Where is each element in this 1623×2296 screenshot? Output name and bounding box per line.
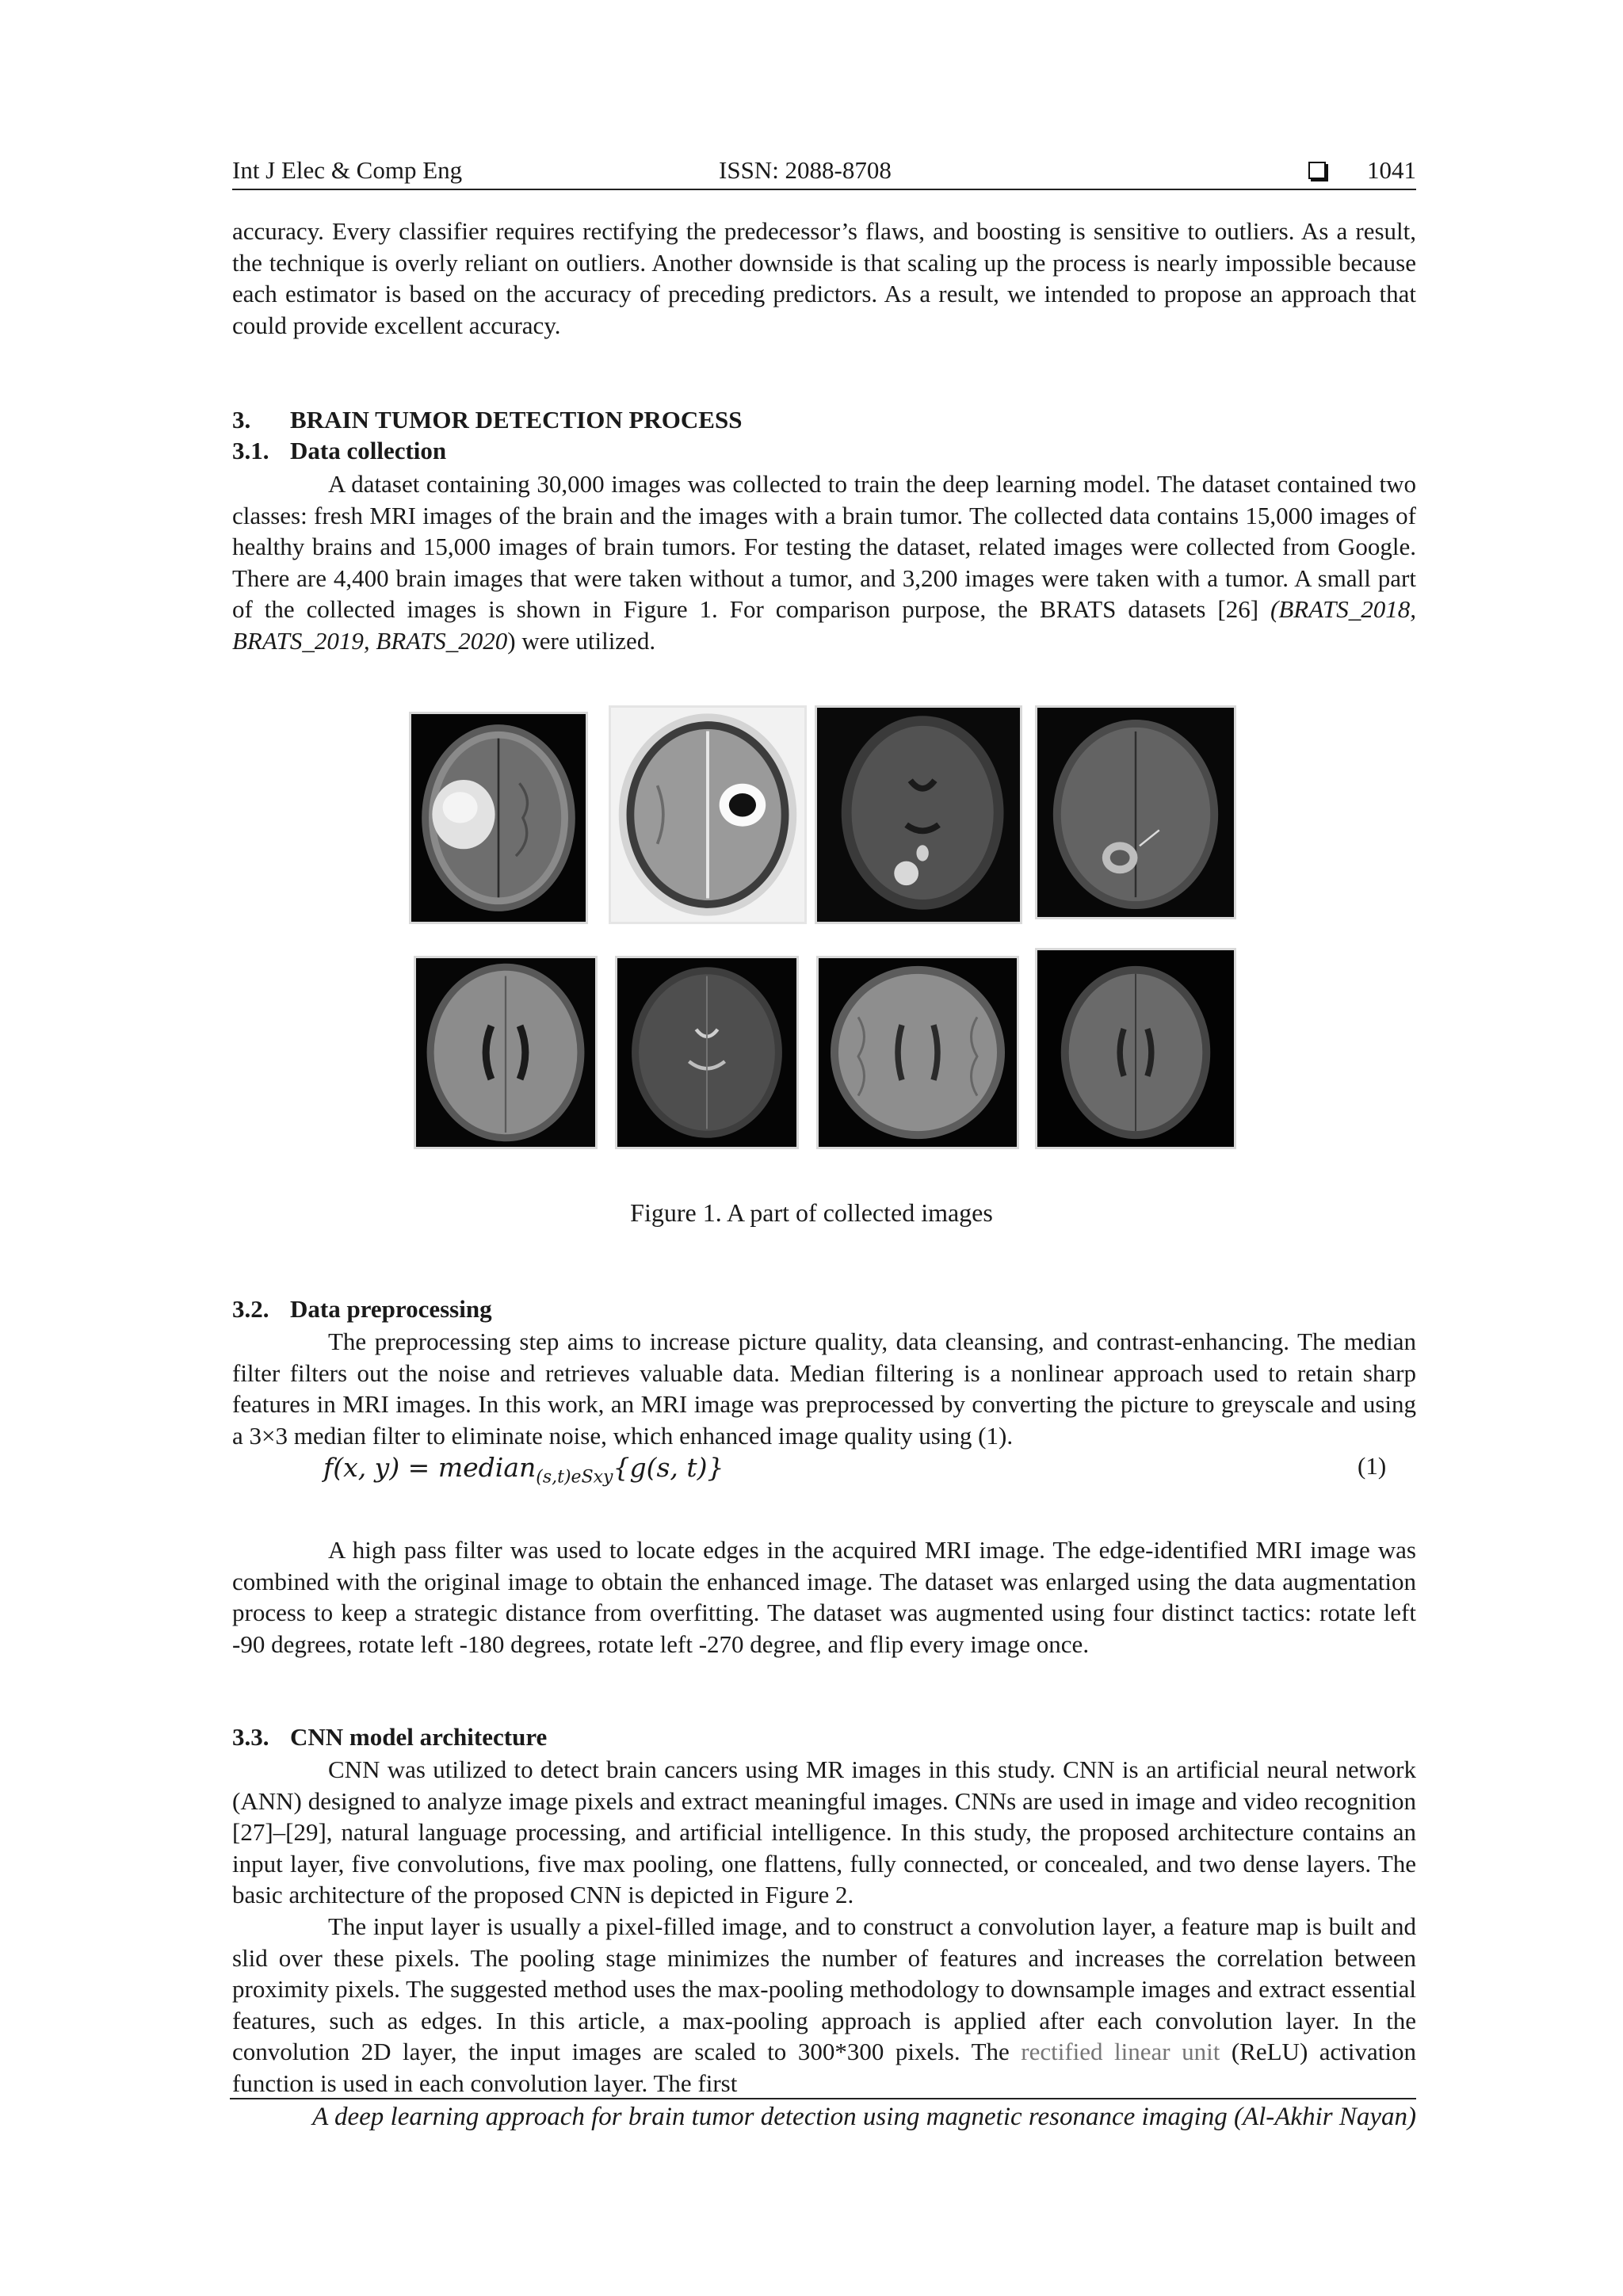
mri-image-healthy-4 — [1035, 948, 1236, 1149]
mri-image-tumor-4 — [1035, 705, 1236, 919]
data-preprocessing-paragraph-1 — [232, 1326, 1416, 1451]
mri-image-tumor-2 — [609, 705, 807, 924]
figure-1-caption: Figure 1. A part of collected images — [630, 1198, 993, 1227]
mri-image-healthy-1 — [414, 956, 598, 1149]
section-number: 3. — [232, 406, 251, 434]
preprocessing-text: The preprocessing step aims to increase picture quality, data cleansing, and contrast-enhancing. The median filter filters out the noise and retrieves valuable data. Median filtering is a nonlinear approach used to retain sharp features in MRI images. In this work, an MRI image was preprocessed by converting the picture to greyscale and using a 3×3 median filter to eliminate noise, which enhanced image quality using (1). — [232, 1328, 1416, 1450]
augmentation-text: A high pass filter was used to locate edges in the acquired MRI image. The edge-identified MRI image was combined with the original image to obtain the enhanced image. The dataset was enlarged using the data augmentation process to keep a strategic distance from overfitting. The dataset was augmented using four distinct tactics: rotate left -90 degrees, rotate left -180 degrees, rotate left -270 degree, and flip every image once. — [232, 1536, 1416, 1658]
figure-1-mri-grid — [406, 705, 1246, 1149]
intro-paragraph — [232, 216, 1416, 341]
relu-term: rectified linear unit — [1021, 2038, 1220, 2066]
section-title: BRAIN TUMOR DETECTION PROCESS — [290, 406, 743, 434]
checkbox-square-icon — [1308, 162, 1326, 179]
equation-number: (1) — [1358, 1452, 1387, 1480]
cnn-input-layer-text: The input layer is usually a pixel-filled image, and to construct a convolution layer, a feature map is built and slid over these pixels. The pooling stage minimizes the number of features and increases the correlation between proximity pixels. The suggested method uses the max-pooling methodology to downsample images and extract essential features, such as edges. In this article, a max-pooling approach is applied after each convolution layer. In the convolution 2D layer, the input images are scaled to 300*300 pixels. The rectified linear unit (ReLU) activation function is used in each convolution layer. The first — [232, 1912, 1417, 2097]
equation-1: f(x, y) = median$_{(s,t)eSxy}${g(s, t)} — [323, 1452, 724, 1488]
running-footer: A deep learning approach for brain tumor detection using magnetic resonance imaging (Al-Akhir Nayan) — [230, 2098, 1416, 2132]
data-collection-text: A dataset containing 30,000 images was collected to train the deep learning model. The dataset contained two classes: fresh MRI images of the brain and the images with a brain tumor. The collected data contains 15,000 images of healthy brains and 15,000 images of brain tumors. For testing the dataset, related images were collected from Google. There are 4,400 brain images that were taken without a tumor, and 3,200 images were taken with a tumor. A small part of the collected images is shown in Figure 1. For comparison purpose, the BRATS datasets [26] (BRATS_2018, BRATS_2019, BRATS_2020) were utilized. — [232, 470, 1416, 655]
section-heading-3 — [232, 406, 742, 434]
subsection-number: 3.3. — [232, 1723, 269, 1751]
section-heading-3-3 — [232, 1723, 547, 1752]
data-preprocessing-paragraph-2 — [232, 1534, 1416, 1660]
subsection-title: Data preprocessing — [290, 1295, 492, 1323]
subsection-title: Data collection — [290, 437, 447, 464]
issn: ISSN: 2088-8708 — [719, 156, 892, 184]
section-heading-3-1 — [232, 437, 446, 465]
brats-datasets: (BRATS_2018, BRATS_2019, BRATS_2020 — [232, 595, 1416, 655]
mri-image-healthy-2 — [615, 956, 799, 1149]
data-collection-paragraph — [232, 468, 1416, 657]
subsection-number: 3.1. — [232, 437, 269, 464]
subsection-title: CNN model architecture — [290, 1723, 548, 1751]
page-number: 1041 — [1367, 156, 1416, 184]
cnn-architecture-paragraph-2 — [232, 1911, 1416, 2099]
mri-image-healthy-3 — [816, 956, 1019, 1149]
cnn-architecture-paragraph-1 — [232, 1754, 1416, 1911]
journal-name: Int J Elec & Comp Eng — [232, 156, 463, 184]
subsection-number: 3.2. — [232, 1295, 269, 1323]
mri-image-tumor-3 — [815, 705, 1022, 924]
mri-image-tumor-1 — [409, 712, 588, 924]
intro-paragraph-text: accuracy. Every classifier requires rectifying the predecessor’s flaws, and boosting is sensitive to outliers. As a result, the technique is overly reliant on outliers. Another downside is that scaling up the process is nearly impossible because each estimator is based on the accuracy of preceding predictors. As a result, we intended to propose an approach that could provide excellent accuracy. — [232, 217, 1416, 339]
page-header — [232, 152, 1416, 190]
cnn-architecture-text: CNN was utilized to detect brain cancers using MR images in this study. CNN is an artificial neural network (ANN) designed to analyze image pixels and extract meaningful images. CNNs are used in image and video recognition [27]–[29], natural language processing, and artificial intelligence. In this study, the proposed architecture contains an input layer, five convolutions, five max pooling, one flattens, fully connected, or concealed, and two dense layers. The basic architecture of the proposed CNN is depicted in Figure 2. — [232, 1755, 1416, 1909]
section-heading-3-2 — [232, 1295, 492, 1324]
